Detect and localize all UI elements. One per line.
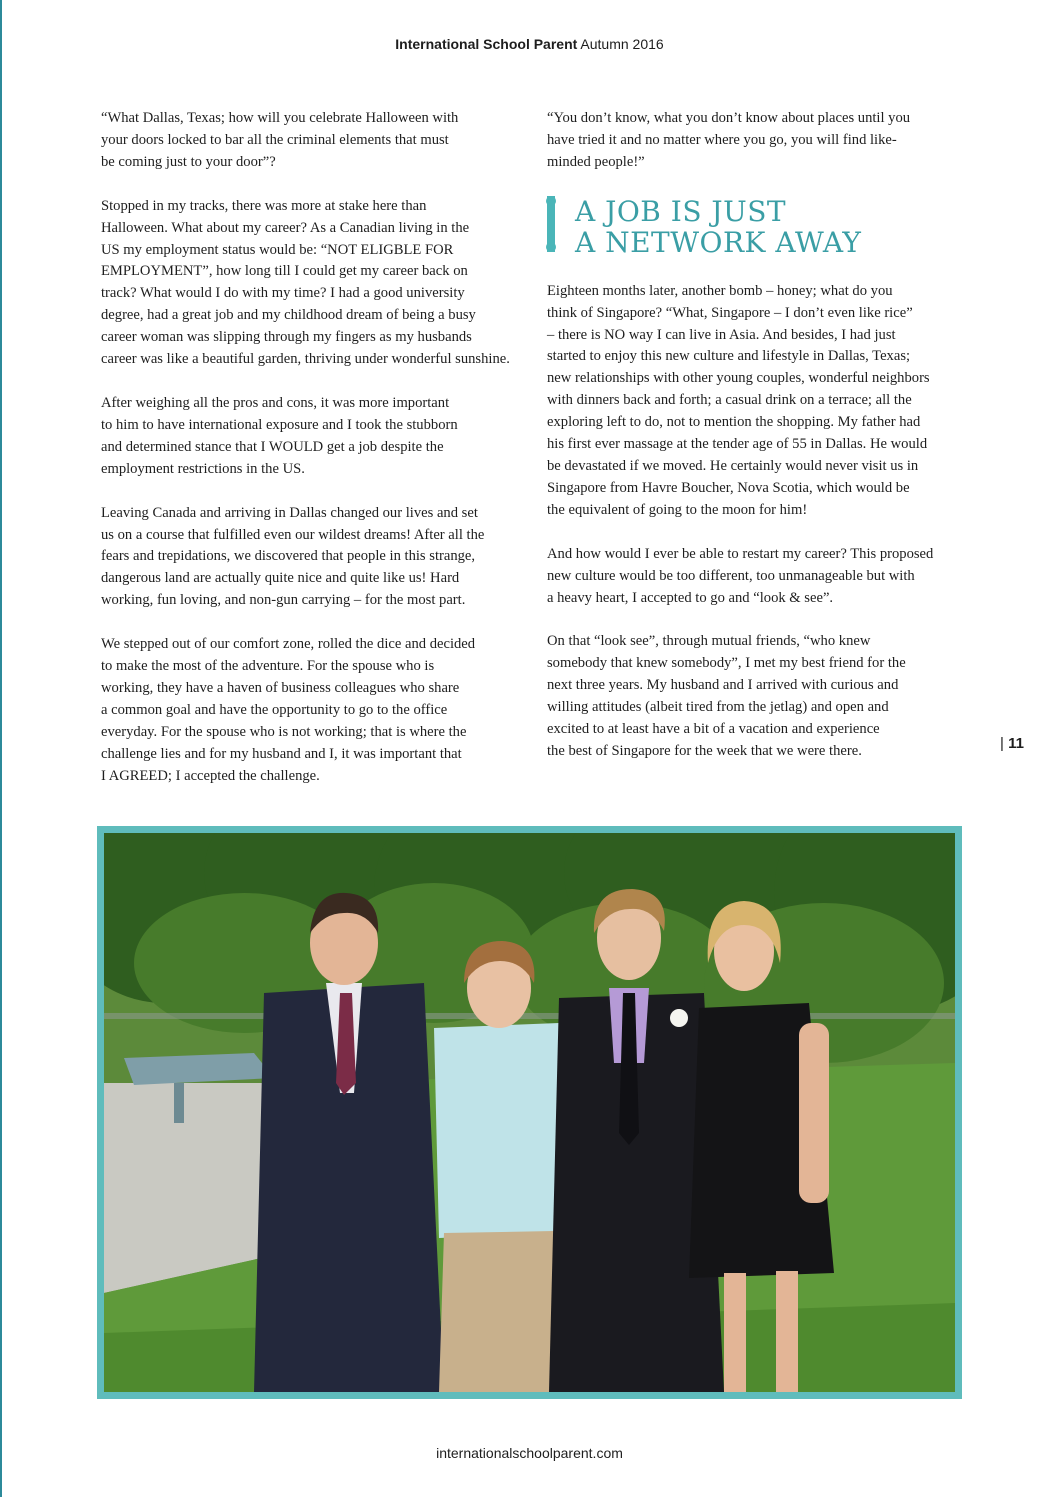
section-heading [547,196,967,258]
footer-url: internationalschoolparent.com [436,1445,623,1461]
family-photo-illustration [104,833,955,1392]
family-photo [97,826,962,1399]
page-number [1000,735,1024,752]
publication-name: International School Parent [395,36,578,52]
page-number-separator: | [1000,735,1004,752]
running-header [0,36,1059,52]
body-paragraph: We stepped out of our comfort zone, rolled the dice and decided to make the most of the adventure. For the spouse who is working, they have a haven of business colleagues who share a common goal and have the opportunity to go to the office everyday. For the spouse who is not working; that is where the challenge lies and for my husband and I, it was important that I AGREED; I accepted the challenge. [101,636,476,784]
body-paragraph: On that “look see”, through mutual friends, “who knew somebody that knew somebody”, I met my best friend for the next three years. My husband and I arrived with curious and willing attitudes (albeit tired from the jetlag) and open and excited to at least have a bit of a vacation and experience the best of Singapore for the week that we were there. [547,633,906,759]
page-edge-rule [0,0,2,1497]
heading-accent-bar [547,196,555,252]
page-number-value: 11 [1008,735,1024,752]
left-column [101,108,521,809]
accent-dot-bottom [546,242,556,252]
accent-dot-top [546,196,556,206]
body-paragraph: “What Dallas, Texas; how will you celebrate Halloween with your doors locked to bar all the criminal elements that must be coming just to your door”? [101,110,459,170]
section-heading-text: A JOB IS JUST A NETWORK AWAY [575,194,862,259]
issue-label: Autumn 2016 [580,36,664,52]
body-paragraph: Stopped in my tracks, there was more at stake here than Halloween. What about my career? As a Canadian living in the US my employment status would be: “NOT ELIGBLE FOR EMPLOYMENT”, how long till I could get my career back on track? What would I do with my time? I had a good university degree, had a great job and my childhood dream of being a busy career woman was slipping through my fingers as my husbands career was like a beautiful garden, thriving under wonderful sunshine. [101,197,510,368]
body-paragraph: Eighteen months later, another bomb – honey; what do you think of Singapore? “What, Singapore – I don’t even like rice” – there is NO way I can live in Asia. And besides, I had just started to enjoy this new culture and lifestyle in Dallas, Texas; new relationships with other young couples, wonderful neighbors with dinners back and forth; a casual drink on a terrace; all the exploring left to do, not to mention the shopping. My father had his first ever massage at the tender age of 55 in Dallas. He would be devastated if we moved. He certainly would never visit us in Singapore from Havre Boucher, Nova Scotia, which would be the equivalent of going to the moon for him! [547,282,930,518]
intro-quote: “You don’t know, what you don’t know about places until you have tried it and no matter where you go, you will find like- minded people!” [547,110,911,170]
body-paragraph: Leaving Canada and arriving in Dallas changed our lives and set us on a course that fulfilled even our wildest dreams! After all the fears and trepidations, we discovered that people in this strange, dangerous land are actually quite nice and quite like us! Hard working, fun loving, and non-gun carrying – for the most part. [101,504,485,609]
body-paragraph: And how would I ever be able to restart my career? This proposed new culture would be too different, too unmanageable but with a heavy heart, I accepted to go and “look & see”. [547,545,934,606]
body-paragraph: After weighing all the pros and cons, it was more important to him to have international exposure and I took the stubborn and determined stance that I WOULD get a job despite the employment restrictions in the US. [101,394,458,477]
right-column [547,108,967,785]
